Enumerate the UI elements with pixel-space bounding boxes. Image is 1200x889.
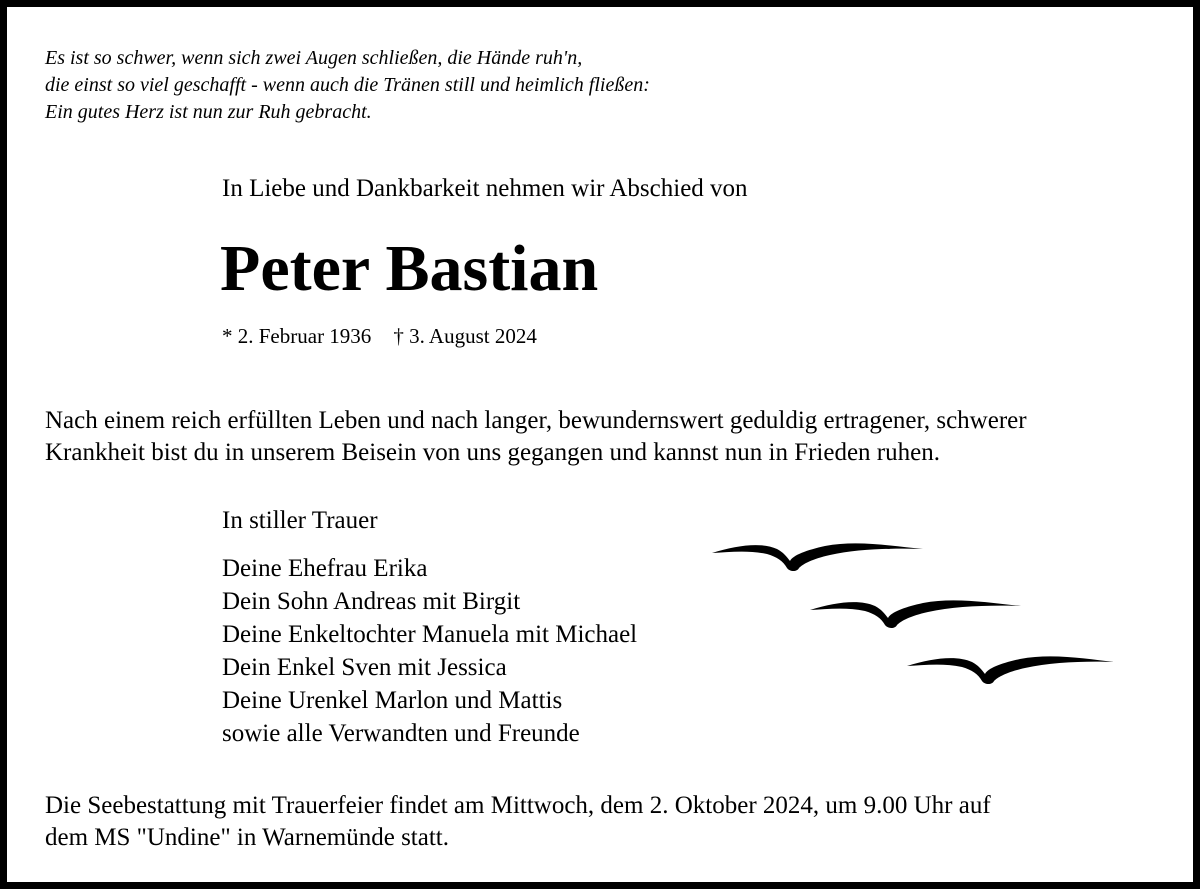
motto-line: die einst so viel geschafft - wenn auch die Tränen still und heimlich fließen: <box>45 74 650 96</box>
farewell-text <box>45 405 1175 469</box>
death-date: † 3. August 2024 <box>393 324 537 348</box>
bird-icon <box>712 543 923 571</box>
birth-date: * 2. Februar 1936 <box>222 324 372 348</box>
mourners-list <box>222 552 637 750</box>
motto-line: Ein gutes Herz ist nun zur Ruh gebracht. <box>45 101 372 123</box>
intro-text: In Liebe und Dankbarkeit nehmen wir Abschied von <box>222 175 748 202</box>
motto-line: Es ist so schwer, wenn sich zwei Augen schließen, die Hände ruh'n, <box>45 47 583 69</box>
funeral-line: dem MS "Undine" in Warnemünde statt. <box>45 824 449 851</box>
life-dates <box>222 324 537 349</box>
funeral-details <box>45 790 1175 854</box>
funeral-line: Die Seebestattung mit Trauerfeier findet am Mittwoch, dem 2. Oktober 2024, um 9.00 Uhr auf <box>45 792 991 819</box>
farewell-line: Nach einem reich erfüllten Leben und nach langer, bewundernswert geduldig ertragener, schwerer <box>45 407 1027 434</box>
mourner-item: Deine Urenkel Marlon und Mattis <box>222 687 563 714</box>
mourner-item: Dein Enkel Sven mit Jessica <box>222 654 507 681</box>
flying-birds-icon <box>707 500 1117 725</box>
mourner-item: Deine Ehefrau Erika <box>222 555 428 582</box>
farewell-line: Krankheit bist du in unserem Beisein von uns gegangen und kannst nun in Frieden ruhen. <box>45 439 940 466</box>
bird-icon <box>810 600 1021 628</box>
motto-verse <box>45 45 650 126</box>
mourner-item: sowie alle Verwandten und Freunde <box>222 720 580 747</box>
deceased-name: Peter Bastian <box>220 232 599 305</box>
mourner-item: Deine Enkeltochter Manuela mit Michael <box>222 621 638 648</box>
mourner-item: Dein Sohn Andreas mit Birgit <box>222 588 521 615</box>
mourning-heading: In stiller Trauer <box>222 507 378 534</box>
bird-icon <box>907 656 1114 684</box>
